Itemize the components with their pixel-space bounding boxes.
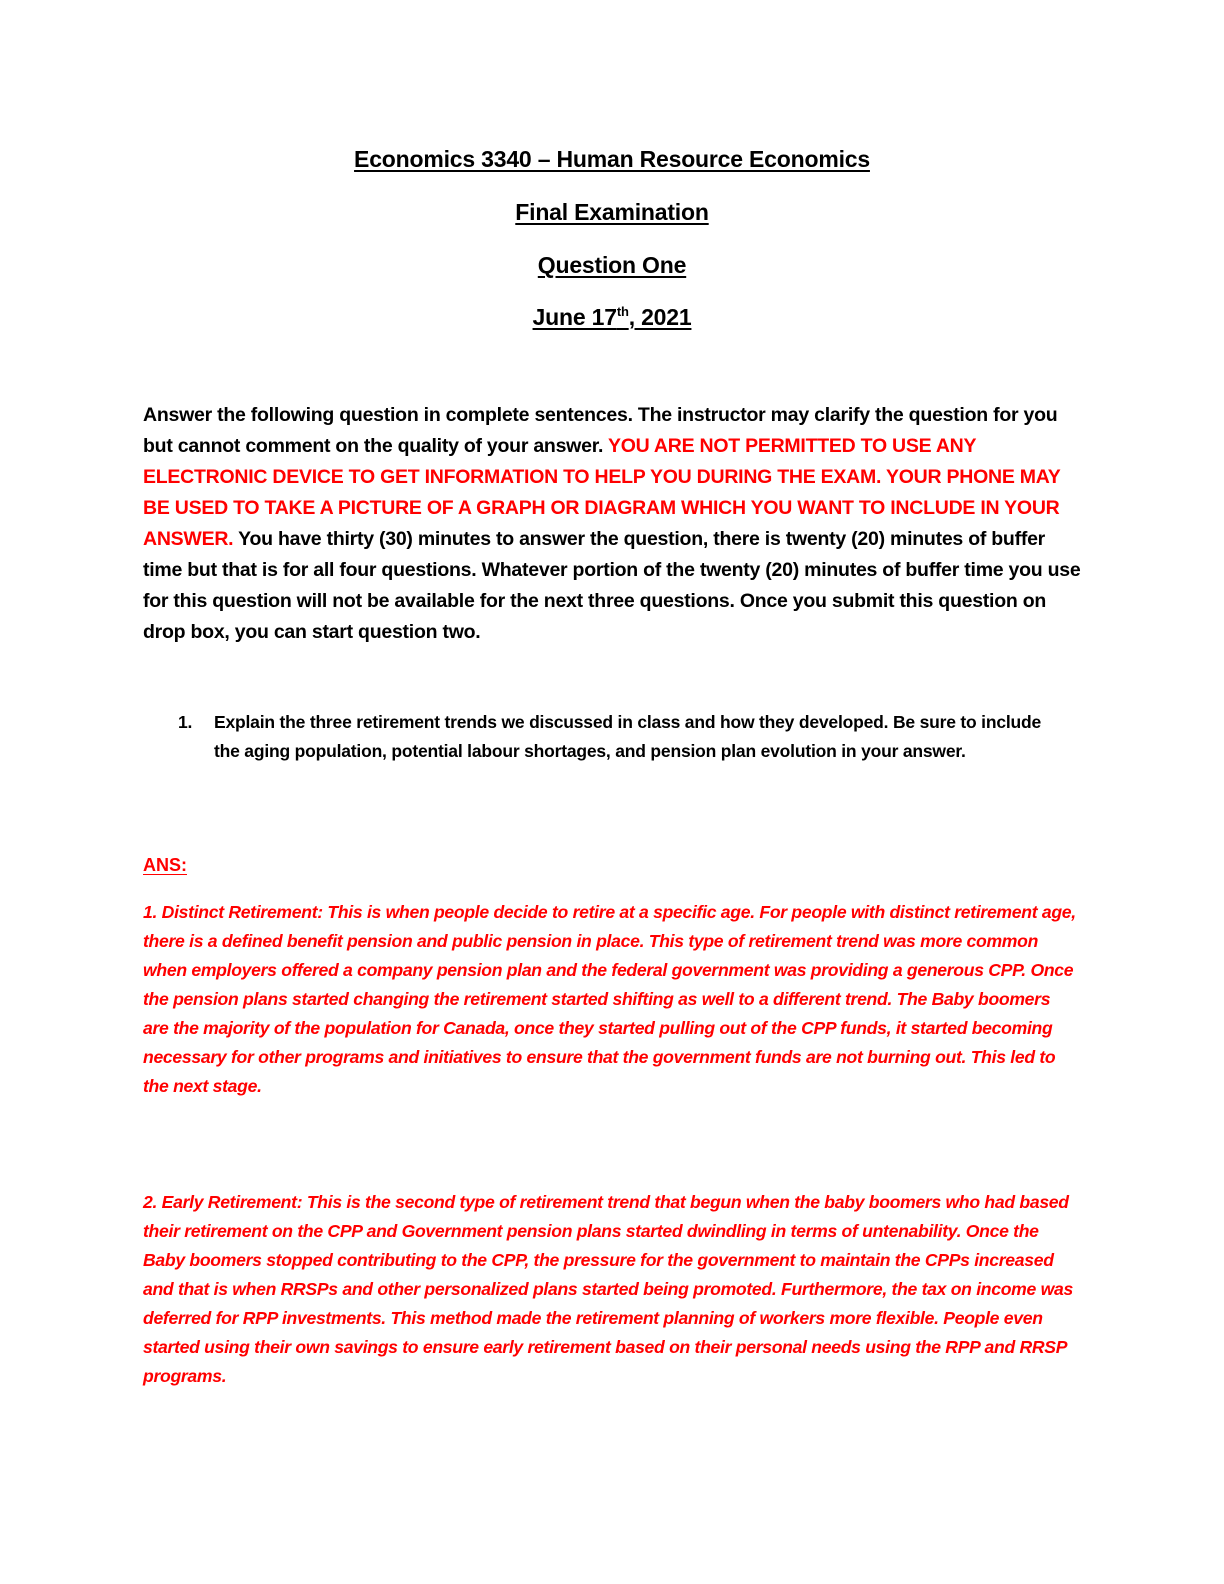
exam-date xyxy=(0,304,1224,331)
answer-paragraph-early-retirement: 2. Early Retirement: This is the second type of retirement trend that begun when the baby boomers who had based their retirement on the CPP and Government pension plans started dwindling in terms of untenability. Once the Baby boomers stopped contributing to the CPP, the pressure for the government to maintain the CPPs increased and that is when RRSPs and other personalized plans started being promoted. Furthermore, the tax on income was deferred for RPP investments. This method made the retirement planning of workers more flexible. People even started using their own savings to ensure early retirement based on their personal needs using the RPP and RRSP programs. xyxy=(143,1192,1073,1386)
answer-paragraph-distinct-retirement: 1. Distinct Retirement: This is when people decide to retire at a specific age. For people with distinct retirement age, there is a defined benefit pension and public pension in place. This type of retirement trend was more common when employers offered a company pension plan and the federal government was providing a generous CPP. Once the pension plans started changing the retirement started shifting as well to a different trend. The Baby boomers are the majority of the population for Canada, once they started pulling out of the CPP funds, it started becoming necessary for other programs and initiatives to ensure that the government funds are not burning out. This led to the next stage. xyxy=(143,902,1076,1096)
question-text: Explain the three retirement trends we discussed in class and how they developed. Be sure to include the aging population, potential labour shortages, and pension plan evolution in your answer. xyxy=(214,712,1042,761)
exam-instructions xyxy=(143,400,1083,648)
exam-date-day: June 17 xyxy=(532,304,617,330)
exam-title: Final Examination xyxy=(515,199,709,225)
question-number: 1. xyxy=(178,712,193,732)
instructions-time-rules: You have thirty (30) minutes to answer the question, there is twenty (20) minutes of buffer time but that is for all four questions. Whatever portion of the twenty (20) minutes of buffer time you use for this question will not be available for the next three questions. Once you submit this question on drop box, you can start question two. xyxy=(143,528,1081,643)
answer-label: ANS: xyxy=(143,855,187,875)
question-item xyxy=(178,708,1058,766)
instructions-warning: YOU ARE NOT PERMITTED TO USE ANY ELECTRONIC DEVICE TO GET INFORMATION TO HELP YOU DURING THE EXAM. YOUR PHONE MAY BE USED TO TAKE A PICTURE OF A GRAPH OR DIAGRAM WHICH YOU WANT TO INCLUDE IN YOUR ANSWER. xyxy=(143,435,1061,550)
exam-date-year: , 2021 xyxy=(628,304,692,330)
question-title: Question One xyxy=(537,252,687,278)
course-title: Economics 3340 – Human Resource Economics xyxy=(354,146,870,172)
instructions-intro: Answer the following question in complete sentences. The instructor may clarify the question for you but cannot comment on the quality of your answer. xyxy=(143,404,1058,457)
exam-date-ordinal: th xyxy=(616,304,629,319)
